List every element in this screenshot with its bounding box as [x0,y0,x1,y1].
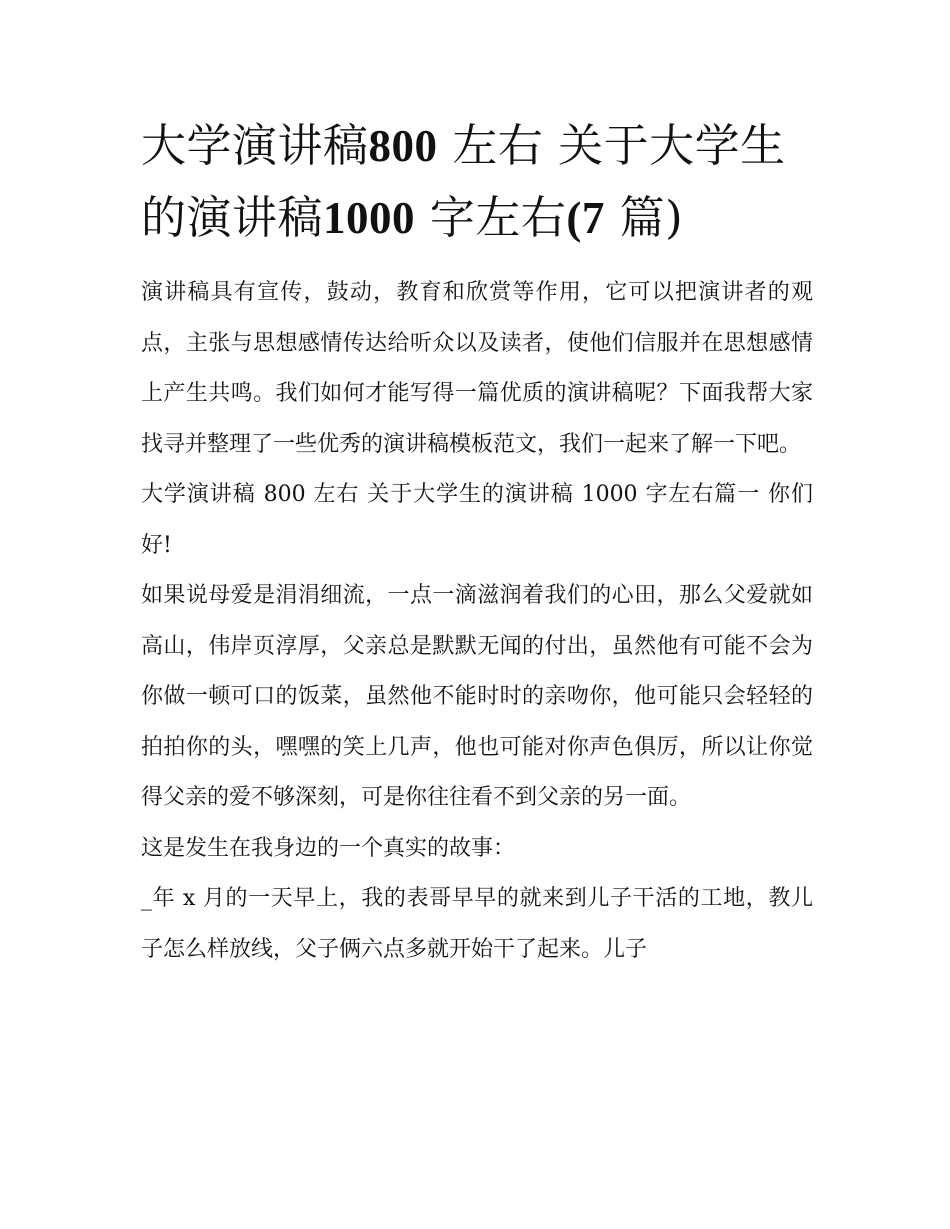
paragraph-story-intro: 这是发生在我身边的一个真实的故事： [141,835,516,861]
paragraph-intro: 演讲稿具有宣传，鼓动，教育和欣赏等作用，它可以把演讲者的观点，主张与思想感情传达给听众以及读者，使他们信服并在思想感情上产生共鸣。我们如何才能写得一篇优质的演讲稿呢？下面我帮大家找寻并整理了一些优秀的演讲稿模板范文，我们一起来了解一下吧。 [141,280,813,457]
document-body [141,268,813,975]
title-part-3: 字左右 [415,191,567,244]
document-page [141,110,813,975]
title-part-1: 大学演讲稿 [141,119,369,172]
document-title [141,110,813,254]
title-part-2: 左右 关于大学生的演讲稿 [141,119,786,244]
paragraph-story: _年 x 月的一天早上，我的表哥早早的就来到儿子干活的工地，教儿子怎么样放线，父子俩六点多就开始干了起来。儿子 [141,886,813,962]
title-number-1000: 1000 [323,193,416,243]
paragraph-father-love: 如果说母爱是涓涓细流，一点一滴滋润着我们的心田，那么父爱就如高山，伟岸页淳厚，父亲总是默默无闻的付出，虽然他有可能不会为你做一顿可口的饭菜，虽然他不能时时的亲吻你，他可能只会轻轻的拍拍你的头，嘿嘿的笑上几声，他也可能对你声色俱厉，所以让你觉得父亲的爱不够深刻，可是你往往看不到父亲的另一面。 [141,583,813,810]
title-part-4: (7 [566,193,605,243]
paragraph-section-heading: 大学演讲稿 800 左右 关于大学生的演讲稿 1000 字左右篇一 你们好! [141,482,813,558]
title-part-5: 篇) [604,191,684,244]
title-number-800: 800 [368,121,438,171]
